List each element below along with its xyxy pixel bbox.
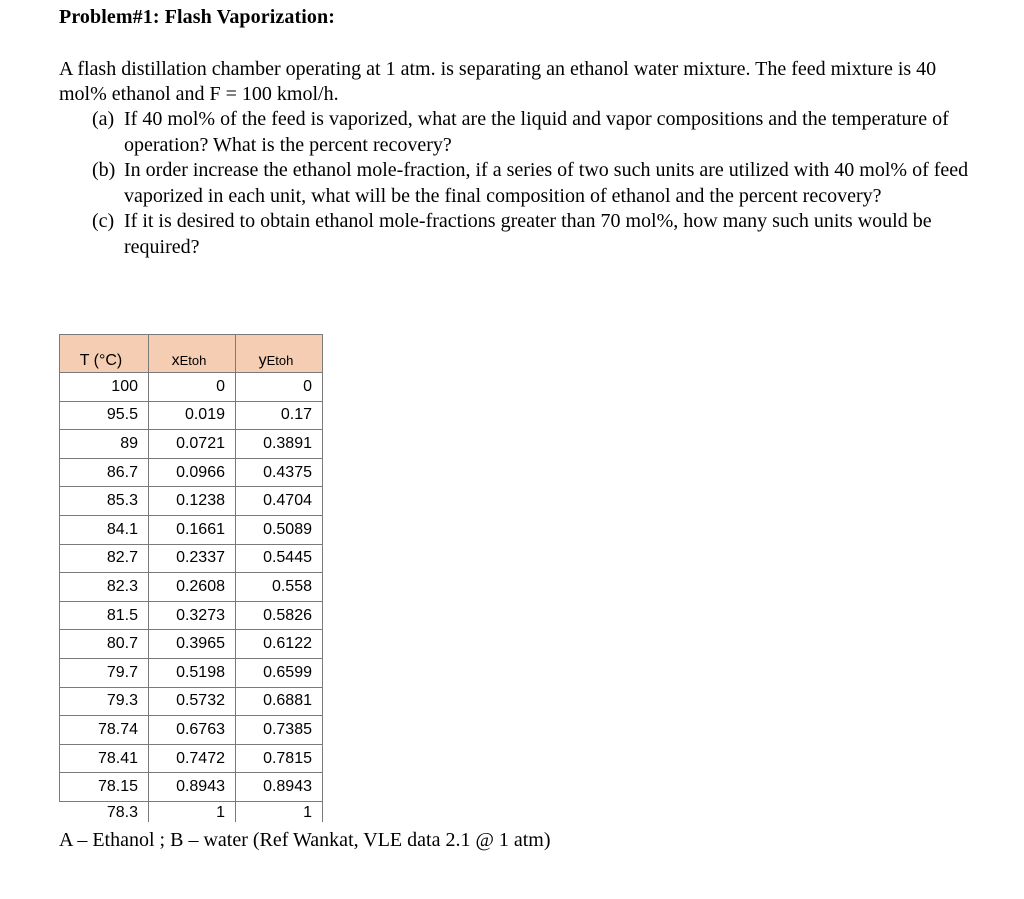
header-y-etoh — [236, 335, 323, 373]
cell-temperature: 82.7 — [60, 544, 149, 573]
table-row — [60, 487, 323, 516]
cell-temperature: 84.1 — [60, 515, 149, 544]
table-row — [60, 630, 323, 659]
cell-x-etoh: 0 — [149, 373, 236, 402]
question-text: If 40 mol% of the feed is vaporized, what are the liquid and vapor compositions and the temperature of operation? What is the percent recovery? — [124, 108, 949, 156]
cell-y-etoh: 0.8943 — [236, 773, 323, 802]
problem-intro: A flash distillation chamber operating at 1 atm. is separating an ethanol water mixture. The feed mixture is 40 mol% ethanol and F = 100 kmol/h. — [59, 58, 937, 105]
cell-temperature: 78.41 — [60, 744, 149, 773]
table-row — [60, 544, 323, 573]
cell-x-etoh: 0.8943 — [149, 773, 236, 802]
cell-temperature: 79.3 — [60, 687, 149, 716]
cell-x-etoh: 0.1661 — [149, 515, 236, 544]
table-row — [60, 515, 323, 544]
table-row — [60, 687, 323, 716]
cell-y-etoh: 0.5826 — [236, 601, 323, 630]
vle-data-table — [59, 334, 323, 822]
cell-x-etoh: 0.3965 — [149, 630, 236, 659]
table-row — [60, 744, 323, 773]
cell-temperature: 89 — [60, 430, 149, 459]
cell-y-etoh: 0.7815 — [236, 744, 323, 773]
question-label: (c) — [92, 210, 115, 232]
table-row — [60, 430, 323, 459]
cell-temperature: 82.3 — [60, 573, 149, 602]
cell-temperature: 85.3 — [60, 487, 149, 516]
cell-y-etoh: 0.4704 — [236, 487, 323, 516]
cell-x-etoh: 0.6763 — [149, 716, 236, 745]
header-x-base: x — [171, 352, 180, 369]
cell-y-etoh: 0.6122 — [236, 630, 323, 659]
header-y-base: y — [258, 352, 267, 369]
cell-y-etoh: 1 — [236, 801, 323, 822]
question-label: (a) — [92, 108, 115, 130]
question-c — [92, 209, 972, 260]
cell-x-etoh: 0.019 — [149, 401, 236, 430]
table-row — [60, 658, 323, 687]
cell-temperature: 78.3 — [60, 801, 149, 822]
cell-temperature: 100 — [60, 373, 149, 402]
header-x-etoh — [149, 335, 236, 373]
cell-x-etoh: 0.7472 — [149, 744, 236, 773]
question-list — [92, 107, 972, 260]
question-a — [92, 107, 972, 158]
cell-x-etoh: 0.0966 — [149, 458, 236, 487]
problem-title: Problem#1: Flash Vaporization: — [59, 6, 335, 28]
cell-y-etoh: 0.4375 — [236, 458, 323, 487]
cell-temperature: 81.5 — [60, 601, 149, 630]
question-text: In order increase the ethanol mole-fraction, if a series of two such units are utilized with 40 mol% of feed vaporized in each unit, what will be the final composition of ethanol and the percent recovery? — [124, 159, 969, 207]
cell-x-etoh: 0.1238 — [149, 487, 236, 516]
cell-y-etoh: 0.6881 — [236, 687, 323, 716]
table-row — [60, 716, 323, 745]
cell-y-etoh: 0 — [236, 373, 323, 402]
header-x-sub: Etoh — [179, 353, 207, 368]
table-row — [60, 373, 323, 402]
cell-y-etoh: 0.6599 — [236, 658, 323, 687]
table-row — [60, 573, 323, 602]
cell-x-etoh: 0.2337 — [149, 544, 236, 573]
cell-x-etoh: 0.3273 — [149, 601, 236, 630]
cell-y-etoh: 0.7385 — [236, 716, 323, 745]
cell-temperature: 78.15 — [60, 773, 149, 802]
table-row — [60, 773, 323, 802]
cell-x-etoh: 0.5732 — [149, 687, 236, 716]
cell-y-etoh: 0.3891 — [236, 430, 323, 459]
cell-temperature: 80.7 — [60, 630, 149, 659]
cell-x-etoh: 0.0721 — [149, 430, 236, 459]
table-body — [60, 373, 323, 822]
cell-y-etoh: 0.5089 — [236, 515, 323, 544]
table-row — [60, 601, 323, 630]
question-label: (b) — [92, 159, 116, 181]
table-row — [60, 401, 323, 430]
table-row — [60, 801, 323, 822]
header-y-sub: Etoh — [266, 353, 294, 368]
table-row — [60, 458, 323, 487]
cell-temperature: 79.7 — [60, 658, 149, 687]
header-temperature: T (°C) — [60, 335, 149, 373]
cell-temperature: 78.74 — [60, 716, 149, 745]
cell-y-etoh: 0.558 — [236, 573, 323, 602]
table-header-row — [60, 335, 323, 373]
cell-y-etoh: 0.17 — [236, 401, 323, 430]
question-text: If it is desired to obtain ethanol mole-fractions greater than 70 mol%, how many such units would be required? — [124, 210, 932, 258]
reference-note: A – Ethanol ; B – water (Ref Wankat, VLE data 2.1 @ 1 atm) — [59, 829, 551, 851]
cell-y-etoh: 0.5445 — [236, 544, 323, 573]
cell-x-etoh: 0.5198 — [149, 658, 236, 687]
cell-temperature: 95.5 — [60, 401, 149, 430]
cell-x-etoh: 0.2608 — [149, 573, 236, 602]
cell-temperature: 86.7 — [60, 458, 149, 487]
cell-x-etoh: 1 — [149, 801, 236, 822]
question-b — [92, 158, 972, 209]
